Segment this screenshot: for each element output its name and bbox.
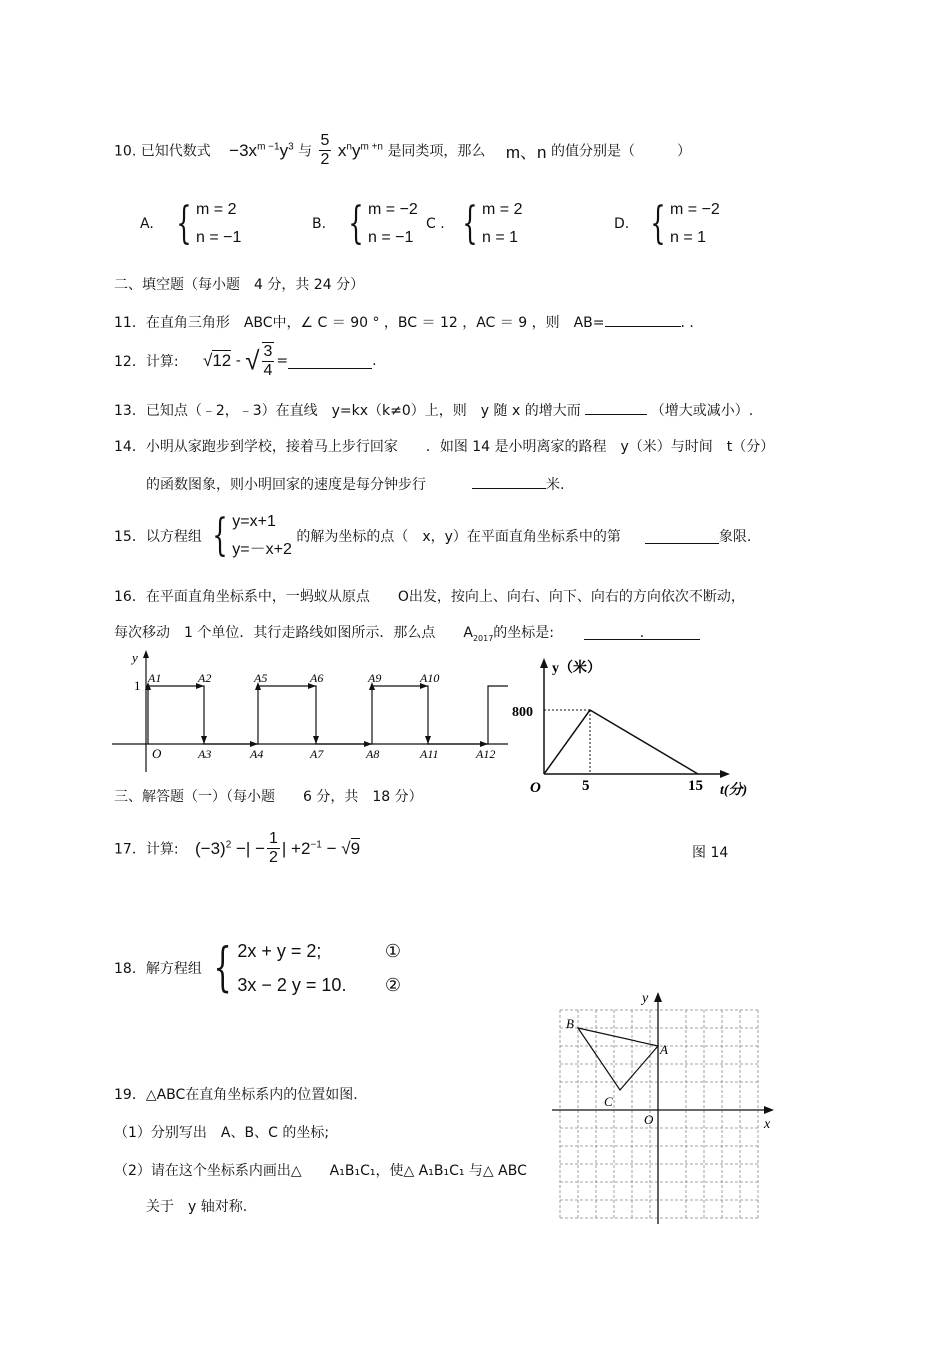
ant-y-label: y [132,650,138,665]
q19-title: 19．△ABC在直角坐标系内的位置如图. [114,1087,358,1103]
triangle-grid-graph [548,988,778,1228]
fig14-line [544,710,698,774]
q17-expr: $(-3)^2$ −| − [194,838,265,858]
fig14-tick-5: 5 [582,778,590,794]
sqrt-12: √12 [202,351,232,370]
q15-system: y=x+1 y=－x+2 [232,513,292,558]
option-a: A. { m = 2 n = −1 [140,196,241,252]
q16-line2: 每次移动 1 个单位．其行走路线如图所示．那么点 $A_{2017}$的坐标是: . [114,622,700,643]
q12-line: 12．计算: √12 - √ $\frac{3}{4}$ = . [114,343,377,379]
q10-suffix2: 的值分别是（ ） [550,143,691,160]
fig14-x-label: t(分) [720,783,748,798]
ant-label-a4: A4 [250,747,264,761]
ant-one-label: 1 [134,678,141,693]
option-a-system: m = 2 n = −1 [196,201,242,246]
option-b-system: m = −2 n = −1 [368,201,418,246]
q12-fraction: $\frac{3}{4}$ [263,343,273,379]
q13-line: 13．已知点（﹣2，﹣3）在直线 y=kx（k≠0）上，则 y 随 x 的增大而 （增大或减小）. [114,400,753,420]
ant-label-a6: A6 [310,671,324,685]
distance-time-graph [508,654,758,800]
fig14-y-label: y（米） [552,661,601,676]
ant-label-a2: A2 [198,671,212,685]
ant-origin-label: O [152,746,162,761]
ant-label-a5: A5 [254,671,268,685]
fig14-tick-15: 15 [688,778,703,794]
vertex-c-label: C [604,1094,613,1109]
q18-line: 18．解方程组 { 2x + y = 2; 3x − 2 y = 10. ① ② [114,934,401,1002]
fig14-caption: 图 14 [692,845,729,861]
q19-part3: 关于 y 轴对称. [146,1199,248,1215]
sqrt-fraction: √ [245,345,260,376]
ant-label-a9: A9 [368,671,382,685]
q14-line1: 14．小明从家跑步到学校，接着马上步行回家 ．如图 14 是小明离家的路程 y（米）与时间 t（分） [114,439,775,455]
q11-line: 11．在直角三角形 ABC中，∠ C ＝ 90 ° ，BC ＝ 12 ，AC ＝ 9 ，则 AB= . . [114,312,694,332]
q19-part2: （2）请在这个坐标系内画出△ A₁B₁C₁，使△ A₁B₁C₁ 与△ ABC [114,1163,527,1179]
q12-answer-blank[interactable] [288,354,372,369]
q13-answer-blank[interactable] [585,400,647,415]
q15-line: 15．以方程组 { y=x+1 y=－x+2 的解为坐标的点（ x，y）在平面直角坐标系中的第 象限. [114,508,751,564]
q18-marks: ① ② [384,941,402,995]
fig14-origin: O [530,780,541,796]
q17-fraction: $\frac{1}{2}$ [269,830,278,866]
grid-y-label: y [642,991,649,1006]
q15-answer-blank[interactable] [645,529,719,544]
q10-term1: $-3x^{m -1}y^3$ [229,140,294,160]
grid-origin: O [644,1112,654,1127]
q17-line: 17．计算: $(-3)^2$ −| − $\frac{1}{2}$ | $+2^{-1} - √9$ [114,830,361,866]
ant-label-a3: A3 [198,747,212,761]
fig14-y-value: 800 [512,705,533,720]
q10-connector: 与 [298,143,313,160]
option-c-system: m = 2 n = 1 [482,201,523,246]
ant-label-a10: A10 [420,671,440,685]
ant-label-a1: A1 [148,671,162,685]
ant-label-a12: A12 [476,747,496,761]
ant-label-a8: A8 [366,747,380,761]
option-d: D. { m = −2 n = 1 [614,196,720,252]
ant-path-graph [108,648,510,776]
triangle-abc [578,1028,658,1090]
q10-term2: $x^ny^{m +n}$ [337,140,383,160]
q11-answer-blank[interactable] [605,312,681,327]
q10-line [114,132,691,169]
q18-system: 2x + y = 2; 3x − 2 y = 10. [237,941,347,995]
q10-vars: m、n [505,143,547,162]
q10-suffix: 是同类项，那么 [387,143,486,160]
q10-fraction: $\frac{5}{2}$ [320,132,330,168]
option-c: C . { m = 2 n = 1 [426,196,522,252]
vertex-a-label: A [660,1042,668,1057]
ant-label-a7: A7 [310,747,324,761]
ant-label-a11: A11 [420,747,439,761]
q14-answer-blank[interactable] [472,474,546,489]
option-b: B. { m = −2 n = −1 [312,196,418,252]
vertex-b-label: B [566,1016,574,1031]
q19-part1: （1）分别写出 A、B、C 的坐标; [114,1125,330,1141]
section3-heading: 三、解答题（一）（每小题 6 分，共 18 分） [114,789,423,805]
q14-line2: 的函数图象，则小明回家的速度是每分钟步行 米. [146,474,564,494]
q16-line1: 16．在平面直角坐标系中，一蚂蚁从原点 O出发，按向上、向右、向下、向右的方向依次不断动， [114,589,745,605]
option-d-system: m = −2 n = 1 [670,201,720,246]
q10-prefix: 10. 已知代数式 [114,143,211,160]
q16-answer-blank[interactable]: . [584,625,700,640]
section2-heading: 二、填空题（每小题 4 分，共 24 分） [114,277,365,293]
grid-x-label: x [764,1117,771,1132]
